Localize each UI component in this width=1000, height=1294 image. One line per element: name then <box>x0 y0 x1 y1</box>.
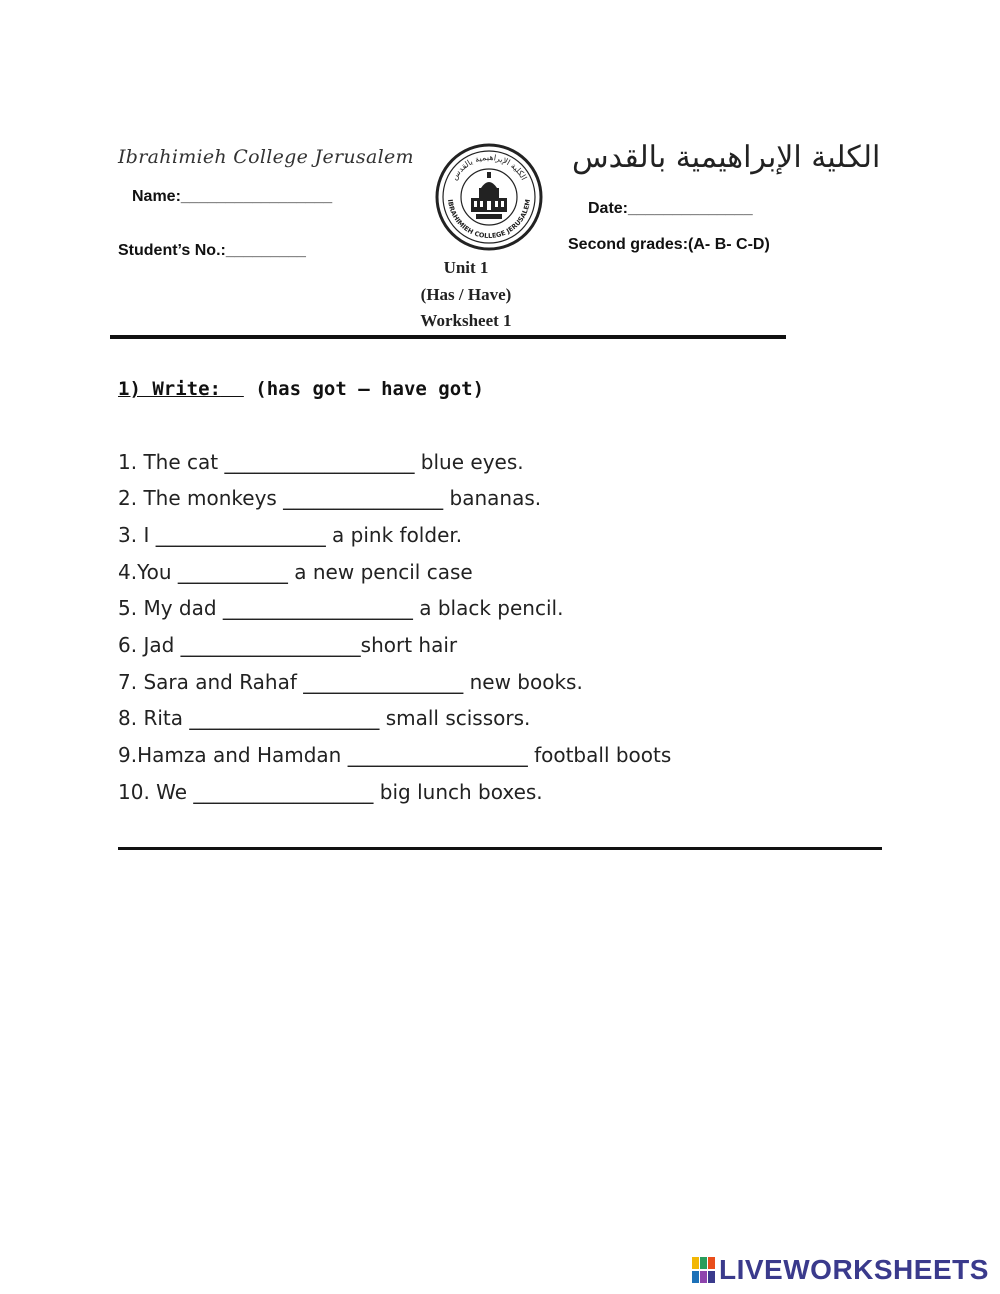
school-name-english: Ibrahimieh College Jerusalem <box>118 146 414 168</box>
exercise-item-9: 9.Hamza and Hamdan __________________ football boots <box>118 743 672 767</box>
school-seal-icon <box>434 142 544 252</box>
exercise-item-10: 10. We __________________ big lunch boxes. <box>118 780 543 804</box>
liveworksheets-logo-icon <box>692 1257 716 1283</box>
header-divider <box>110 335 786 339</box>
exercise-heading-options: (has got – have got) <box>243 378 485 400</box>
exercise-item-4: 4.You ___________ a new pencil case <box>118 560 473 584</box>
liveworksheets-logo[interactable] <box>692 1254 989 1286</box>
worksheet-title: Worksheet 1 <box>420 311 512 330</box>
topic-title: (Has / Have) <box>420 285 512 304</box>
date-field: Date:______________ <box>588 200 753 217</box>
exercise-item-7: 7. Sara and Rahaf ________________ new books. <box>118 670 583 694</box>
section-divider <box>118 847 882 850</box>
exercise-item-6: 6. Jad __________________short hair <box>118 633 458 657</box>
student-number-field: Student’s No.:_________ <box>118 242 306 259</box>
exercise-heading-blank <box>221 378 244 400</box>
exercise-item-2: 2. The monkeys ________________ bananas. <box>118 486 542 510</box>
exercise-item-3: 3. I _________________ a pink folder. <box>118 523 463 547</box>
exercise-item-5: 5. My dad ___________________ a black pencil. <box>118 596 564 620</box>
exercise-item-8: 8. Rita ___________________ small scissors. <box>118 706 531 730</box>
unit-title: Unit 1 <box>443 258 489 277</box>
grades-label: Second grades:(A- B- C-D) <box>568 236 770 253</box>
school-name-arabic: الكلية الإبراهيمية بالقدس <box>572 140 881 175</box>
name-field: Name:_________________ <box>132 188 333 205</box>
exercise-item-1: 1. The cat ___________________ blue eyes. <box>118 450 524 474</box>
exercise-heading <box>118 378 484 400</box>
liveworksheets-logo-text: LIVEWORKSHEETS <box>719 1254 989 1285</box>
exercise-heading-label: 1) Write: <box>118 378 221 400</box>
seal-arabic-text: الكلية الإبراهيمية بالقدس <box>449 152 529 182</box>
seal-english-text: IBRAHIMIEH COLLEGE JERUSALEM <box>446 198 533 241</box>
